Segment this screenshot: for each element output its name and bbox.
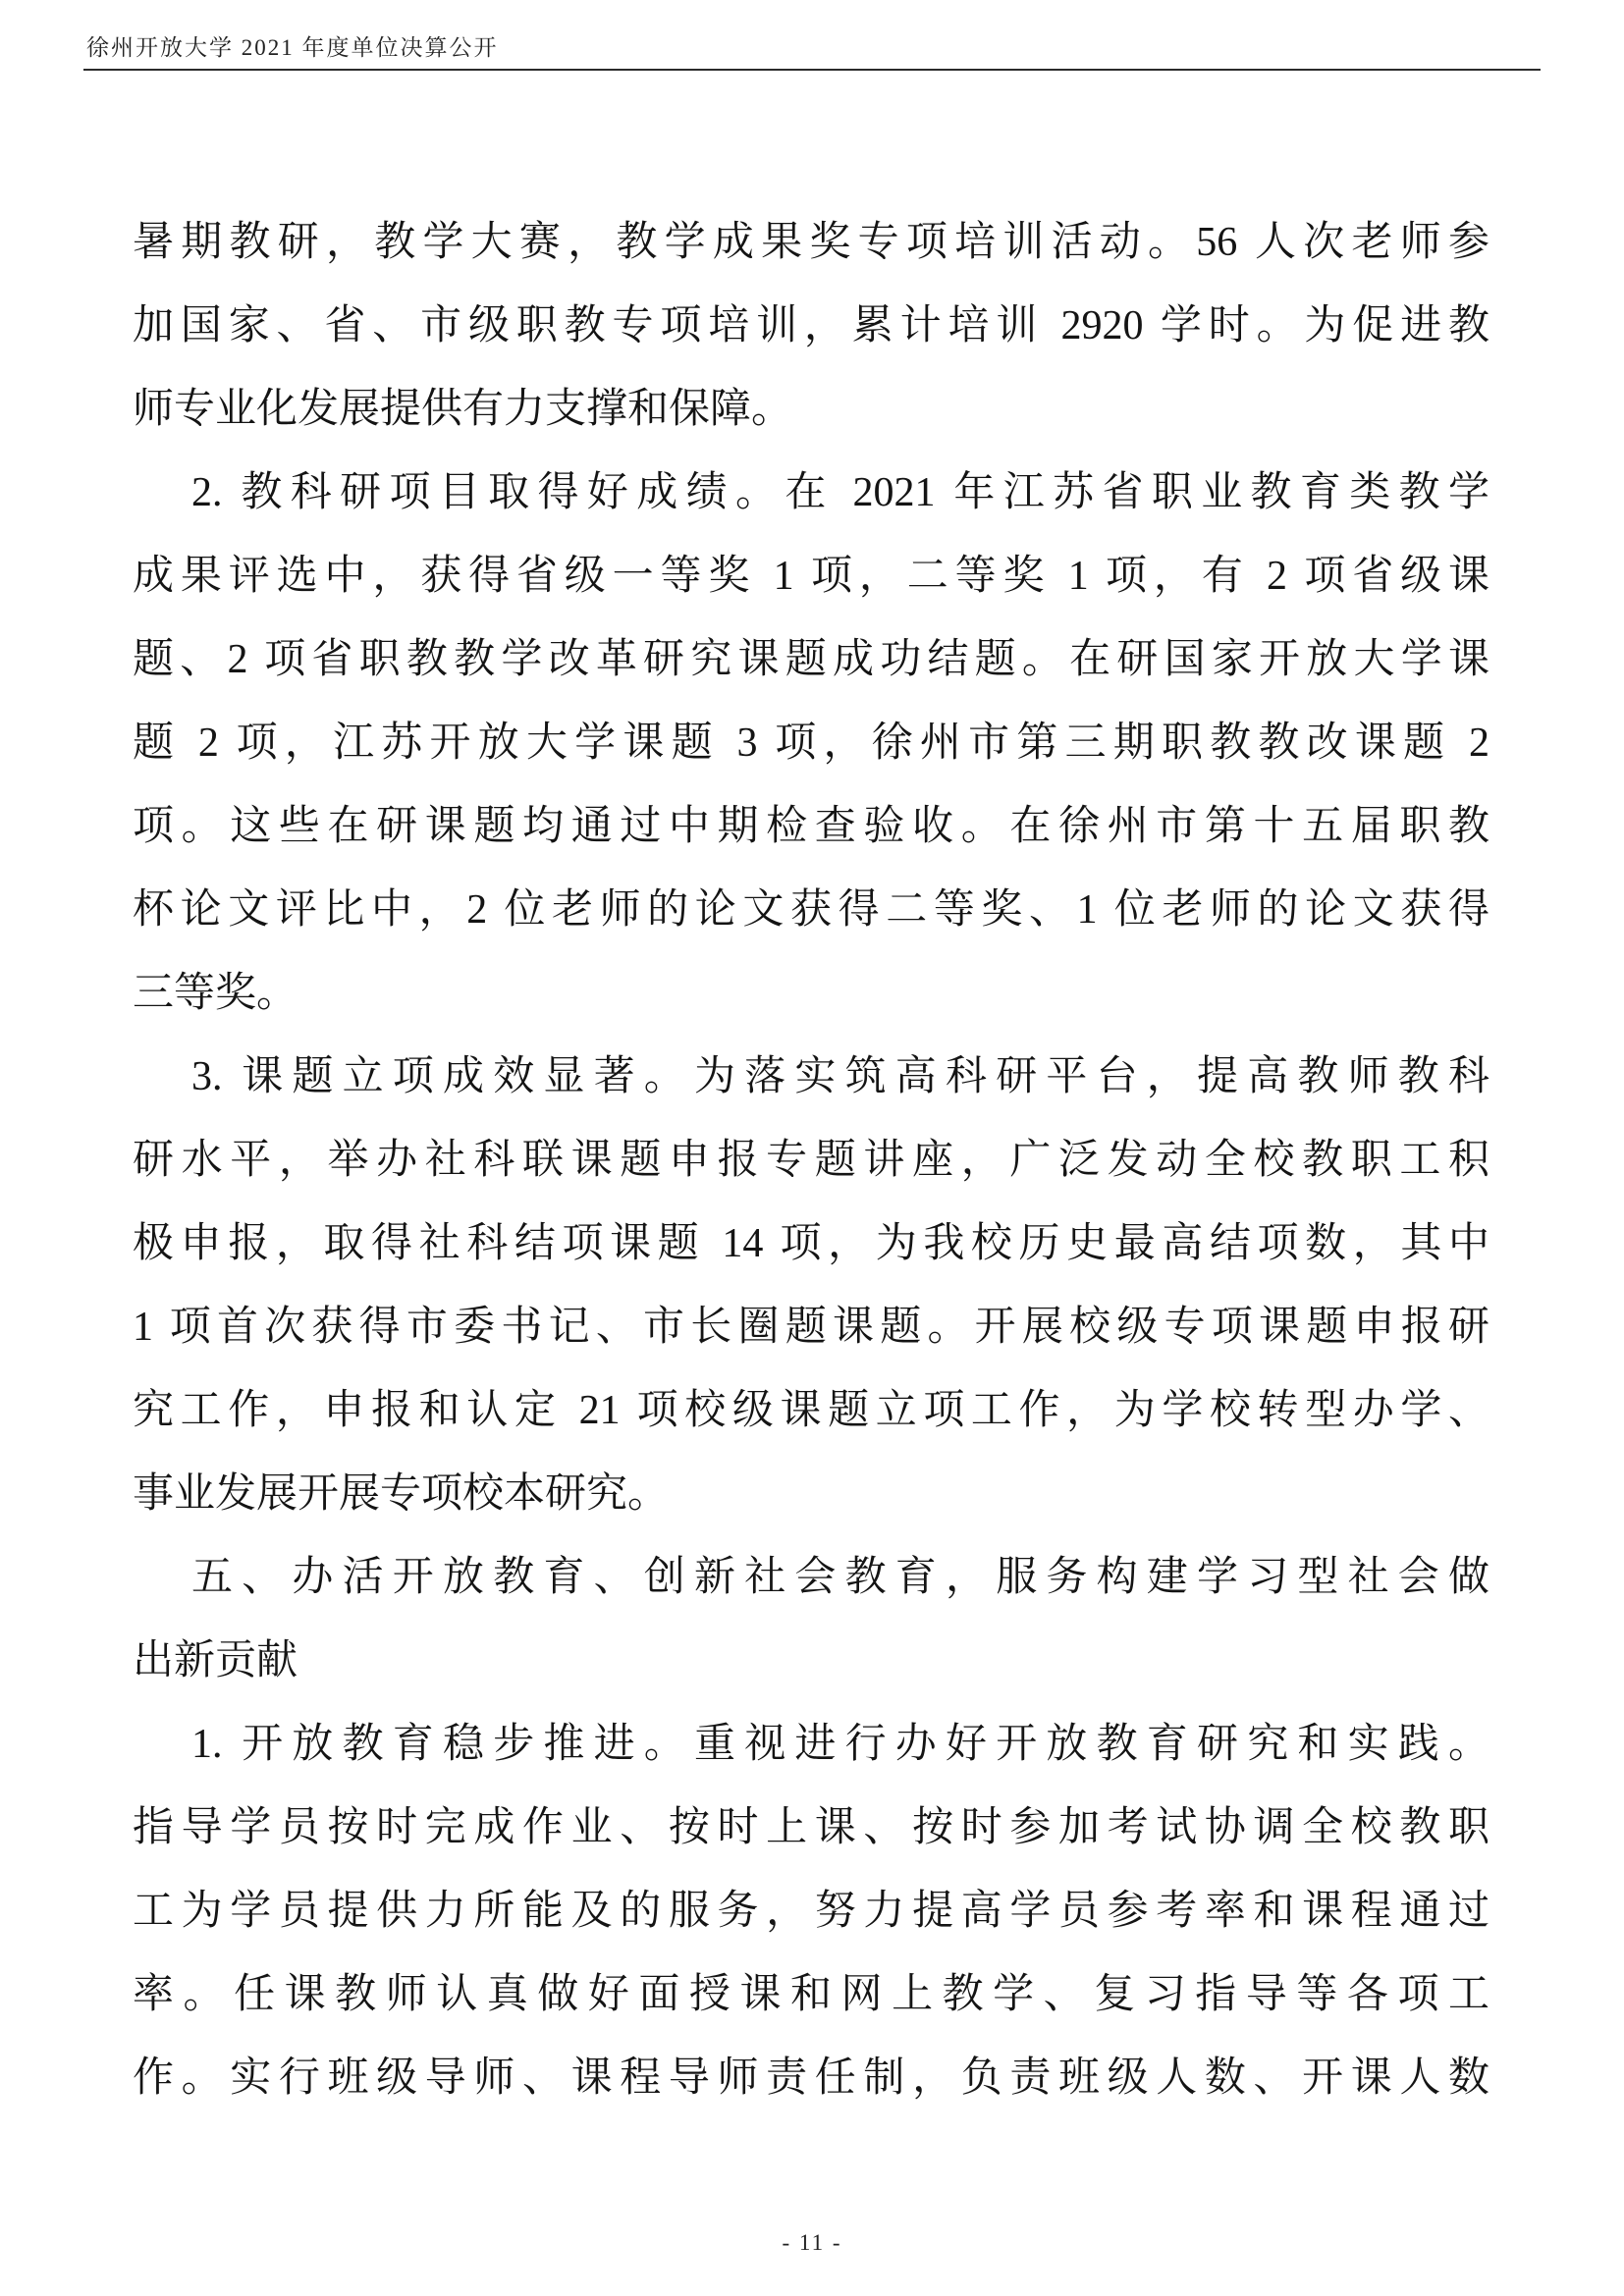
document-body bbox=[133, 201, 1489, 2120]
text-line: 出新贡献 bbox=[133, 1638, 298, 1683]
page-number: - 11 - bbox=[782, 2230, 842, 2255]
text-line: 加国家、省、市级职教专项培训，累计培训 2920 学时。为促进教 bbox=[133, 303, 1489, 348]
text-line: 题 2 项，江苏开放大学课题 3 项，徐州市第三期职教教改课题 2 bbox=[133, 721, 1489, 766]
text-line: 暑期教研，教学大赛，教学成果奖专项培训活动。56 人次老师参 bbox=[133, 220, 1489, 265]
text-line: 作。实行班级导师、课程导师责任制，负责班级人数、开课人数 bbox=[133, 2056, 1489, 2101]
text-line: 1 项首次获得市委书记、市长圈题课题。开展校级专项课题申报研 bbox=[133, 1305, 1489, 1350]
text-line: 究工作，申报和认定 21 项校级课题立项工作，为学校转型办学、 bbox=[133, 1388, 1489, 1433]
text-line: 成果评选中，获得省级一等奖 1 项，二等奖 1 项，有 2 项省级课 bbox=[133, 554, 1489, 599]
text-line: 师专业化发展提供有力支撑和保障。 bbox=[133, 387, 793, 432]
text-line: 杯论文评比中，2 位老师的论文获得二等奖、1 位老师的论文获得 bbox=[133, 887, 1489, 933]
text-line: 研水平，举办社科联课题申报专题讲座，广泛发动全校教职工积 bbox=[133, 1138, 1489, 1183]
text-line: 指导学员按时完成作业、按时上课、按时参加考试协调全校教职 bbox=[133, 1805, 1489, 1850]
text-line: 率。任课教师认真做好面授课和网上教学、复习指导等各项工 bbox=[133, 1972, 1489, 2017]
page-header-title: 徐州开放大学 2021 年度单位决算公开 bbox=[86, 35, 499, 60]
text-line: 题、2 项省职教教学改革研究课题成功结题。在研国家开放大学课 bbox=[133, 637, 1489, 682]
text-line: 三等奖。 bbox=[133, 971, 298, 1016]
text-line: 项。这些在研课题均通过中期检查验收。在徐州市第十五届职教 bbox=[133, 804, 1489, 849]
text-line: 2. 教科研项目取得好成绩。在 2021 年江苏省职业教育类教学 bbox=[191, 470, 1489, 515]
text-line: 五、办活开放教育、创新社会教育，服务构建学习型社会做 bbox=[191, 1555, 1489, 1600]
text-line: 工为学员提供力所能及的服务，努力提高学员参考率和课程通过 bbox=[133, 1889, 1489, 1934]
header-divider bbox=[83, 69, 1541, 71]
text-line: 1. 开放教育稳步推进。重视进行办好开放教育研究和实践。 bbox=[191, 1722, 1489, 1767]
text-line: 事业发展开展专项校本研究。 bbox=[133, 1471, 670, 1517]
text-line: 3. 课题立项成效显著。为落实筑高科研平台，提高教师教科 bbox=[191, 1054, 1489, 1099]
page-footer bbox=[0, 2230, 1624, 2256]
text-line: 极申报，取得社科结项课题 14 项，为我校历史最高结项数，其中 bbox=[133, 1221, 1489, 1266]
